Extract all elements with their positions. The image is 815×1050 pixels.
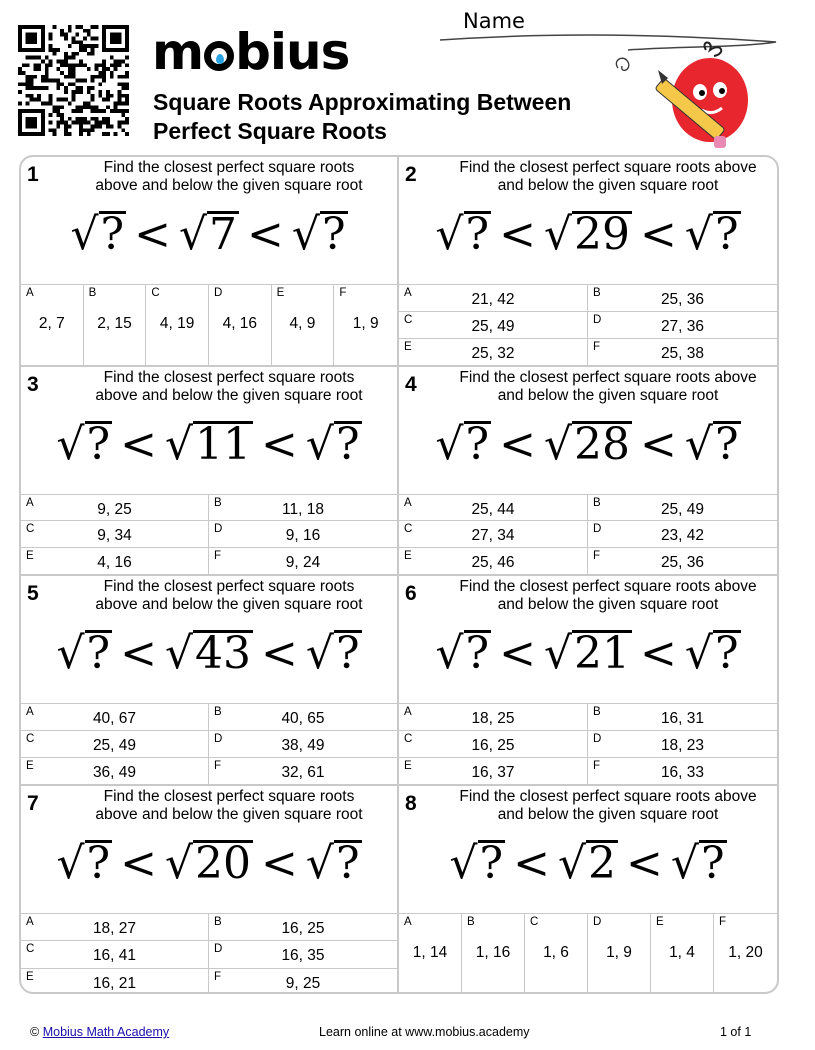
option-letter: D [214,732,223,745]
given-radical [558,838,618,889]
option-value: 25, 44 [471,500,515,518]
lower-radical [70,209,126,260]
question-4 [399,367,777,577]
answer-option-b[interactable] [462,914,525,995]
question-8 [399,786,777,995]
upper-radical [292,209,348,260]
upper-radicand: ? [714,418,739,470]
option-letter: F [214,550,222,563]
option-value: 9, 34 [97,527,132,545]
given-radical [179,209,239,260]
radical-sign: √ [291,209,320,260]
question-number: 6 [405,582,417,605]
upper-radical [306,628,362,679]
option-value: 2, 7 [38,315,65,332]
option-letter: E [26,759,34,772]
inequality-expression [399,838,777,890]
less-than-sign: < [261,418,298,470]
question-grid [19,155,779,994]
answer-option-d[interactable] [209,731,397,758]
lower-radicand: ? [86,837,111,889]
answer-option-c[interactable] [21,521,209,548]
answer-option-a[interactable] [21,495,209,522]
given-radicand: 7 [209,209,238,260]
option-value: 25, 46 [471,554,515,572]
option-value: 25, 36 [660,554,705,572]
answer-option-e[interactable] [21,758,209,785]
option-letter: F [339,287,347,299]
radical-sign: √ [305,418,334,470]
question-5 [21,576,399,786]
option-letter: F [593,340,601,353]
answer-option-d[interactable] [209,285,272,366]
question-number: 7 [27,791,39,815]
less-than-sign: < [626,837,663,889]
option-value: 25, 38 [660,344,705,362]
inequality-expression [399,628,777,680]
radical-sign: √ [435,628,464,679]
upper-radicand: ? [335,837,360,889]
question-prompt: Find the closest perfect square roots above and below the given square root [95,787,363,823]
qr-code [18,25,129,136]
option-value: 4, 16 [222,315,258,332]
radical-sign: √ [684,209,713,260]
option-value: 1, 9 [352,315,379,332]
answer-option-a[interactable] [21,914,209,942]
footer-copyright [30,1025,169,1039]
less-than-sign: < [134,209,171,260]
option-value: 27, 34 [471,527,515,545]
answer-option-f[interactable] [588,758,777,785]
option-value: 9, 16 [285,527,321,545]
upper-radical [685,628,741,679]
upper-radicand: ? [335,418,360,470]
inequality-expression [21,628,397,680]
option-letter: A [26,915,34,928]
option-value: 23, 42 [660,527,705,545]
lower-radical [56,628,112,679]
logo-letter: b [235,23,270,81]
option-value: 16, 41 [92,947,137,964]
answer-option-b[interactable] [588,285,777,312]
answer-option-c[interactable] [146,285,209,366]
option-value: 25, 32 [471,344,515,362]
option-letter: A [404,706,412,718]
answer-option-f[interactable] [588,548,777,575]
option-value: 25, 49 [471,317,515,335]
option-value: 18, 23 [660,736,705,754]
upper-radical [306,838,362,889]
answer-option-c[interactable] [399,312,588,339]
answer-option-a[interactable] [399,495,588,522]
given-radicand: 11 [195,418,252,470]
option-letter: F [593,550,601,563]
answer-options [399,284,777,365]
radical-sign: √ [435,418,464,470]
answer-options [399,913,777,995]
option-letter: C [404,523,413,536]
question-number: 5 [27,582,39,605]
answer-option-f[interactable] [588,339,777,366]
option-letter: C [26,943,35,955]
option-letter: E [404,340,412,353]
upper-radical [685,209,741,260]
radical-sign: √ [670,837,699,889]
less-than-sign: < [513,837,550,889]
answer-option-c[interactable] [399,731,588,758]
logo-letter: m [152,23,204,81]
radical-sign: √ [178,209,208,260]
option-value: 4, 19 [159,315,195,332]
option-value: 18, 27 [92,919,137,937]
option-value: 16, 37 [471,763,515,781]
answer-options [21,494,399,575]
answer-option-b[interactable] [209,914,397,942]
answer-options [399,703,777,784]
option-letter: E [276,287,285,299]
answer-option-d[interactable] [588,731,777,758]
question-prompt: Find the closest perfect square roots above and below the given square root [459,578,757,613]
answer-option-c[interactable] [21,731,209,758]
option-letter: B [593,496,601,509]
lower-radical [435,628,491,679]
option-value: 9, 25 [97,500,132,518]
option-value: 1, 6 [543,943,569,961]
answer-option-b[interactable] [209,704,397,731]
answer-option-e[interactable] [399,339,588,366]
upper-radical [306,419,362,470]
option-letter: D [214,287,223,299]
question-prompt: Find the closest perfect square roots above and below the given square root [95,368,363,404]
lower-radicand: ? [86,418,111,470]
option-value: 1, 16 [475,943,511,961]
question-1 [21,157,399,367]
answer-option-d[interactable] [588,914,651,995]
option-letter: E [26,550,34,563]
answer-options [21,703,399,784]
option-value: 2, 15 [97,315,132,332]
less-than-sign: < [499,209,536,260]
question-prompt: Find the closest perfect square roots above and below the given square root [459,159,757,194]
lower-radical [449,838,505,889]
radical-sign: √ [543,628,573,679]
footer-page-number: 1 of 1 [720,1025,752,1039]
answer-option-f[interactable] [334,285,397,366]
option-value: 21, 42 [471,291,515,308]
question-prompt: Find the closest perfect square roots above and below the given square root [459,787,757,823]
option-value: 11, 18 [282,500,324,518]
option-letter: B [214,915,222,928]
option-letter: C [151,287,160,299]
option-letter: F [214,759,222,772]
footer-learn-online: Learn online at www.mobius.academy [319,1025,530,1039]
option-letter: A [26,287,34,299]
radical-sign: √ [305,628,334,679]
option-letter: B [214,706,222,718]
option-letter: A [26,706,34,718]
option-letter: A [404,496,412,509]
radical-sign: √ [56,628,85,679]
logo-letter: u [286,23,321,81]
answer-option-e[interactable] [21,548,209,575]
radical-sign: √ [435,209,464,260]
question-number: 3 [27,372,39,396]
option-letter: B [593,706,601,718]
upper-radical [685,419,741,470]
given-radical [165,419,253,470]
answer-option-a[interactable] [21,704,209,731]
upper-radicand: ? [700,837,725,889]
option-value: 25, 49 [92,736,137,754]
lower-radical [56,838,112,889]
upper-radicand: ? [714,628,739,679]
option-letter: E [26,970,34,983]
question-2 [399,157,777,367]
lower-radicand: ? [465,418,490,470]
option-value: 27, 36 [660,317,705,335]
answer-option-e[interactable] [399,548,588,575]
radical-sign: √ [164,837,194,889]
page-title [153,88,571,146]
answer-option-e[interactable] [21,969,209,995]
option-letter: B [593,287,601,299]
given-radicand: 21 [574,628,631,679]
option-letter: A [404,915,412,928]
answer-option-b[interactable] [209,495,397,522]
logo-letter: s [320,23,350,81]
option-value: 36, 49 [92,763,137,781]
given-radicand: 43 [195,628,252,679]
less-than-sign: < [261,837,298,889]
less-than-sign: < [640,628,677,679]
question-number: 8 [405,791,417,815]
option-letter: F [719,915,727,928]
answer-options [399,494,777,575]
option-letter: C [404,313,413,326]
option-value: 16, 31 [660,710,705,727]
option-letter: F [593,759,601,772]
answer-option-a[interactable] [399,704,588,731]
less-than-sign: < [640,418,677,470]
logo-drop-letter [204,41,234,71]
less-than-sign: < [120,418,157,470]
option-value: 16, 25 [281,919,325,937]
upper-radicand: ? [714,209,739,260]
given-radicand: 28 [574,418,631,470]
lower-radicand: ? [479,837,504,889]
option-letter: C [530,915,539,928]
option-letter: D [593,523,602,536]
option-letter: A [404,287,412,299]
question-number: 4 [405,372,417,396]
answer-option-e[interactable] [651,914,714,995]
answer-option-f[interactable] [209,548,397,575]
option-value: 38, 49 [281,736,325,754]
radical-sign: √ [557,837,587,889]
answer-option-a[interactable] [399,914,462,995]
answer-option-b[interactable] [588,495,777,522]
lower-radicand: ? [86,628,111,679]
answer-option-a[interactable] [21,285,84,366]
inequality-expression [21,838,397,890]
answer-option-d[interactable] [209,941,397,969]
title-line-2: Perfect Square Roots [153,118,387,144]
option-value: 16, 35 [281,947,325,964]
radical-sign: √ [543,209,573,260]
radical-sign: √ [70,209,99,260]
radical-sign: √ [543,418,573,470]
question-7 [21,786,399,995]
option-value: 1, 20 [728,943,763,961]
question-number: 1 [27,163,39,186]
option-letter: A [26,496,34,509]
answer-options [21,913,399,995]
answer-option-f[interactable] [209,758,397,785]
option-value: 40, 67 [92,710,137,727]
lower-radicand: ? [465,628,490,679]
option-letter: E [404,759,412,772]
answer-option-e[interactable] [399,758,588,785]
name-label: Name [463,9,525,33]
answer-option-e[interactable] [272,285,335,366]
question-prompt: Find the closest perfect square roots above and below the given square root [95,159,363,194]
copyright-symbol: © [30,1025,40,1039]
inequality-expression [21,209,397,261]
question-6 [399,576,777,786]
mobius-academy-link[interactable]: Mobius Math Academy [42,1025,170,1039]
option-value: 9, 25 [285,974,321,992]
option-value: 16, 21 [92,974,137,992]
given-radical [544,419,632,470]
option-value: 32, 61 [281,763,325,781]
answer-option-b[interactable] [84,285,147,366]
radical-sign: √ [449,837,478,889]
option-value: 4, 16 [97,554,132,572]
given-radical [544,209,632,260]
option-letter: C [26,523,35,536]
answer-option-a[interactable] [399,285,588,312]
lower-radicand: ? [465,209,490,260]
option-value: 9, 24 [285,554,321,572]
radical-sign: √ [164,418,194,470]
given-radicand: 2 [588,837,617,889]
inequality-expression [21,419,397,471]
answer-option-d[interactable] [588,521,777,548]
logo-letter: i [269,23,287,81]
less-than-sign: < [640,209,677,260]
lower-radical [56,419,112,470]
given-radicand: 20 [195,837,252,889]
option-letter: B [214,496,222,509]
option-value: 4, 9 [289,315,316,332]
lower-radical [435,419,491,470]
mascot-illustration [610,40,750,155]
answer-options [21,284,399,365]
answer-option-f[interactable] [714,914,777,995]
given-radical [544,628,632,679]
option-value: 18, 25 [471,710,515,727]
option-value: 25, 36 [660,291,705,308]
question-prompt: Find the closest perfect square roots above and below the given square root [95,578,363,613]
upper-radicand: ? [321,209,346,260]
inequality-expression [399,209,777,261]
option-letter: D [593,915,602,928]
mobius-logo [152,22,349,82]
option-letter: D [593,313,602,326]
upper-radical [671,838,727,889]
option-letter: D [214,523,223,536]
radical-sign: √ [56,418,85,470]
answer-option-f[interactable] [209,969,397,995]
option-letter: C [404,732,413,745]
question-number: 2 [405,163,417,186]
answer-option-c[interactable] [21,941,209,969]
answer-option-d[interactable] [209,521,397,548]
title-line-1: Square Roots Approximating Between [153,89,572,115]
option-letter: F [214,970,222,983]
answer-option-b[interactable] [588,704,777,731]
answer-option-d[interactable] [588,312,777,339]
given-radical [165,628,253,679]
less-than-sign: < [247,209,284,260]
less-than-sign: < [120,837,157,889]
given-radicand: 29 [574,209,631,260]
radical-sign: √ [684,418,713,470]
radical-sign: √ [56,837,85,889]
option-letter: B [467,915,475,928]
lower-radicand: ? [100,209,125,260]
radical-sign: √ [164,628,194,679]
option-value: 1, 9 [606,943,632,961]
inequality-expression [399,419,777,471]
radical-sign: √ [305,837,334,889]
question-3 [21,367,399,577]
option-letter: E [404,550,412,563]
given-radical [165,838,253,889]
option-value: 1, 14 [412,943,448,961]
option-value: 40, 65 [281,710,325,727]
option-value: 25, 49 [660,500,705,518]
option-letter: B [88,287,97,299]
lower-radical [435,209,491,260]
answer-option-c[interactable] [399,521,588,548]
radical-sign: √ [684,628,713,679]
less-than-sign: < [261,628,298,679]
option-letter: D [214,943,223,955]
upper-radicand: ? [335,628,360,679]
option-letter: D [593,732,602,745]
less-than-sign: < [499,418,536,470]
option-value: 16, 25 [471,736,515,754]
less-than-sign: < [499,628,536,679]
option-value: 16, 33 [660,763,705,781]
less-than-sign: < [120,628,157,679]
answer-option-c[interactable] [525,914,588,995]
question-prompt: Find the closest perfect square roots above and below the given square root [459,368,757,404]
option-value: 1, 4 [669,943,695,961]
option-letter: C [26,732,35,745]
option-letter: E [656,915,664,928]
